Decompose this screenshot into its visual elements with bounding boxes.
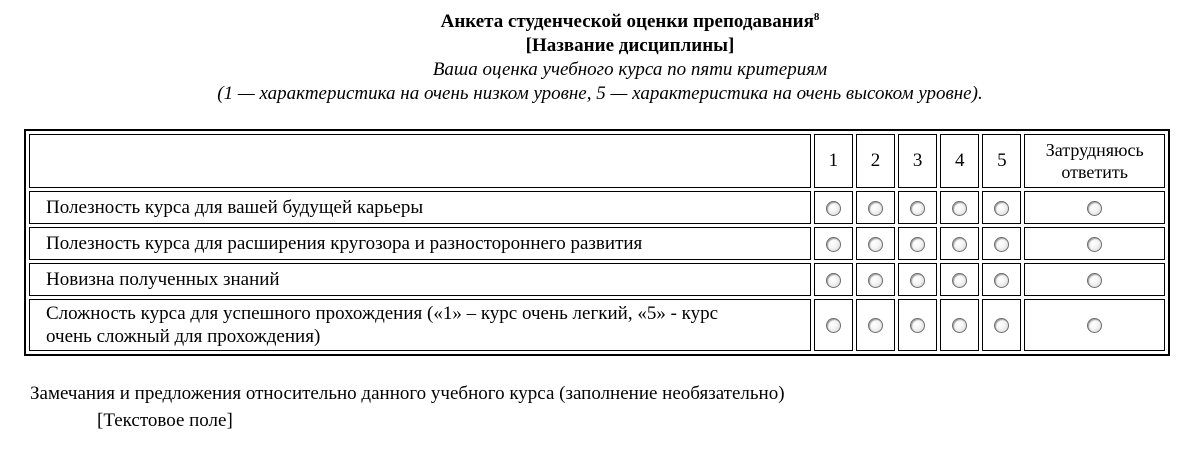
dont-know-header-line-1: Затрудняюсь (1045, 140, 1144, 160)
radio-button[interactable] (994, 318, 1009, 333)
score-header-3: 3 (898, 134, 937, 188)
table-row (29, 263, 1165, 296)
radio-button[interactable] (826, 201, 841, 216)
radio-button[interactable] (994, 273, 1009, 288)
dont-know-header (1024, 134, 1165, 188)
table-row (29, 227, 1165, 260)
table-header-row (29, 134, 1165, 188)
header-blank-cell (29, 134, 811, 188)
rating-table (24, 129, 1170, 356)
criterion-career-usefulness: Полезность курса для вашей будущей карьеры (29, 191, 811, 224)
radio-button-dont-know[interactable] (1087, 273, 1102, 288)
radio-button[interactable] (826, 237, 841, 252)
radio-button-dont-know[interactable] (1087, 318, 1102, 333)
radio-button[interactable] (952, 318, 967, 333)
table-row (29, 299, 1165, 351)
course-name-placeholder: [Название дисциплины] (525, 35, 735, 56)
criterion-difficulty (29, 299, 811, 351)
notes-label: Замечания и предложения относительно данного учебного курса (заполнение необязательно) (30, 383, 785, 404)
form-title (60, 10, 1200, 34)
radio-button[interactable] (910, 201, 925, 216)
radio-button[interactable] (910, 318, 925, 333)
radio-button[interactable] (868, 201, 883, 216)
intro-text-line-2: (1 — характеристика на очень низком уровне, 5 — характеристика на очень высоком уровне). (217, 83, 983, 104)
radio-button[interactable] (952, 237, 967, 252)
radio-button[interactable] (868, 318, 883, 333)
criterion-novelty: Новизна полученных знаний (29, 263, 811, 296)
score-header-2: 2 (856, 134, 895, 188)
radio-button[interactable] (910, 237, 925, 252)
radio-button[interactable] (868, 273, 883, 288)
form-header (0, 10, 1200, 106)
form-title-text: Анкета студенческой оценки преподавания (440, 11, 814, 32)
comments-text-field[interactable]: [Текстовое поле] (97, 410, 233, 431)
criterion-difficulty-line-2: очень сложный для прохождения) (46, 326, 321, 347)
footnote-mark: 8 (813, 11, 820, 23)
radio-button[interactable] (910, 273, 925, 288)
radio-button[interactable] (826, 318, 841, 333)
radio-button[interactable] (952, 201, 967, 216)
dont-know-header-line-2: ответить (1061, 162, 1128, 182)
radio-button[interactable] (868, 237, 883, 252)
criterion-broad-development: Полезность курса для расширения кругозора и разностороннего развития (29, 227, 811, 260)
score-header-1: 1 (814, 134, 853, 188)
score-header-5: 5 (982, 134, 1021, 188)
radio-button[interactable] (994, 201, 1009, 216)
radio-button[interactable] (826, 273, 841, 288)
intro-text-line-1: Ваша оценка учебного курса по пяти критериям (432, 59, 828, 80)
table-row (29, 191, 1165, 224)
radio-button[interactable] (994, 237, 1009, 252)
criterion-difficulty-line-1: Сложность курса для успешного прохождения («1» – курс очень легкий, «5» - курс (46, 303, 719, 324)
radio-button[interactable] (952, 273, 967, 288)
radio-button-dont-know[interactable] (1087, 201, 1102, 216)
score-header-4: 4 (940, 134, 979, 188)
radio-button-dont-know[interactable] (1087, 237, 1102, 252)
